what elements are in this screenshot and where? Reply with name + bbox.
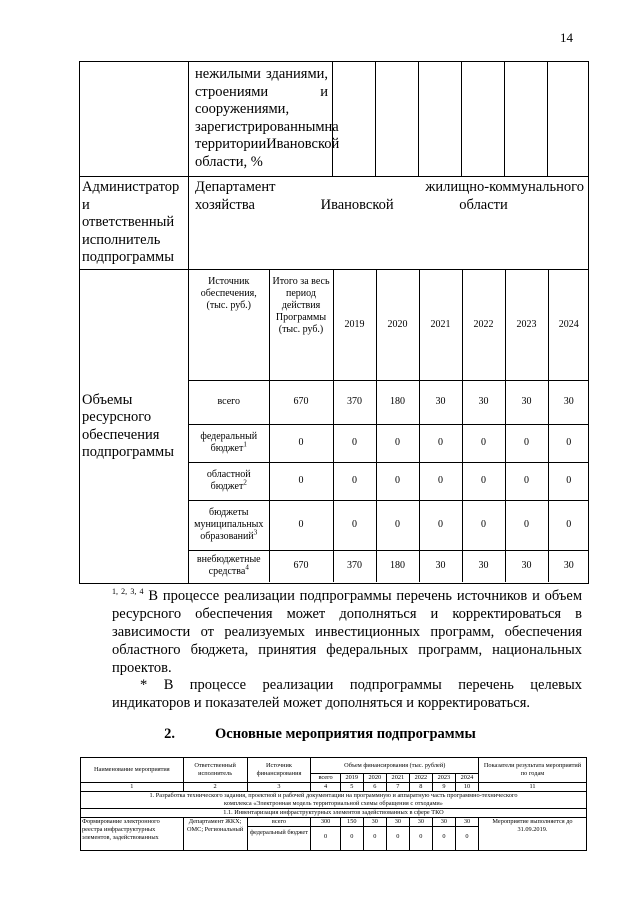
header-source: Источник обеспечения, (тыс. руб.) [189, 270, 269, 380]
finance-row-extrabudget [189, 550, 589, 582]
resource-label-line: ресурсного [82, 409, 152, 425]
measure-values [409, 818, 432, 851]
admin-label-line: Администратор [82, 179, 180, 195]
value-cell: 0 [269, 424, 333, 462]
measure-values [455, 818, 478, 851]
col-number: 2 [183, 783, 247, 792]
total-value: 30 [456, 818, 478, 827]
total-value: 30 [433, 818, 455, 827]
item-1-heading: 1. Разработка технического задания, проектной и рабочей документации на программную и аппаратную часть программно-технического комплекса «Электронная модель территориальной схемы обращения с отходами» [81, 792, 587, 809]
value-cell: 0 [376, 500, 419, 550]
row-label: бюджеты муниципальных образований [194, 507, 264, 542]
fed-value: 0 [442, 833, 446, 840]
indicator-word: строениями [195, 83, 269, 100]
col-number: 7 [386, 783, 409, 792]
h-sub: 2020 [363, 774, 386, 783]
value-cell: 0 [419, 424, 462, 462]
h-sub: 2023 [432, 774, 455, 783]
fed-value: 0 [373, 833, 377, 840]
value-cell: 0 [505, 424, 548, 462]
indicator-word: территории [195, 136, 267, 152]
row-label-cell [189, 500, 269, 550]
footnote-sup: 3 [253, 528, 258, 537]
col-number: 8 [409, 783, 432, 792]
value-cell: 0 [505, 462, 548, 500]
h-sub: всего [311, 774, 340, 783]
col-number: 10 [455, 783, 478, 792]
value-cell: 0 [462, 500, 505, 550]
empty-year-cell [419, 62, 462, 177]
value-cell: 0 [376, 462, 419, 500]
measure-row [81, 818, 587, 851]
measures-table [80, 757, 587, 851]
col-number: 6 [363, 783, 386, 792]
h-sub: 2024 [455, 774, 478, 783]
total-value: 150 [341, 818, 363, 827]
footnote-marks: 1, 2, 3, 4 [112, 587, 144, 597]
header-year: 2019 [333, 270, 376, 380]
indicator-word: Ивановской [266, 136, 340, 152]
admin-label-line: ответственный [82, 214, 175, 230]
value-cell: 0 [269, 500, 333, 550]
item-1-1-heading: 1.1. Инвентаризация инфраструктурных элементов задействованных в сфере ТКО [81, 809, 587, 818]
resource-label-line: Объемы [82, 391, 133, 408]
col-number: 1 [81, 783, 184, 792]
value-cell: 670 [269, 380, 333, 424]
footnote-sup: 1 [243, 440, 247, 449]
indicator-word: зданиями, [265, 66, 329, 82]
row-label: внебюджетные средства [196, 554, 261, 578]
value-cell: 0 [548, 424, 589, 462]
column-number-row [81, 783, 587, 792]
value-cell: 0 [333, 424, 376, 462]
empty-year-cell [462, 62, 505, 177]
measure-name: Формирование электронного реестра инфраструктурных элементов, задействованных [81, 818, 184, 851]
header-year: 2020 [376, 270, 419, 380]
value-cell: 30 [419, 550, 462, 582]
value-cell: 0 [548, 500, 589, 550]
finance-table [189, 270, 589, 582]
indicator-word: нежилыми [195, 66, 261, 82]
footnote-sup: 2 [243, 478, 247, 487]
footnote-paragraph [112, 587, 582, 677]
indicator-word: сооружениями, [195, 101, 290, 117]
measure-values [311, 818, 340, 851]
value-cell: 670 [269, 550, 333, 582]
section-number: 2. [164, 726, 175, 742]
row-label-cell [189, 462, 269, 500]
section-heading [0, 726, 640, 743]
source-federal: федеральный бюджет [250, 829, 308, 836]
col-number: 3 [247, 783, 311, 792]
row-label: всего [189, 380, 269, 424]
value-cell: 0 [269, 462, 333, 500]
value-cell: 0 [462, 424, 505, 462]
h-sub: 2021 [386, 774, 409, 783]
finance-row-regional [189, 462, 589, 500]
indicator-word: на [324, 118, 339, 135]
header-year: 2022 [462, 270, 505, 380]
footnote-sup: 4 [245, 563, 249, 572]
asterisk-text: * В процессе реализации подпрограммы перечень целевых индикаторов и показателей может дополняться и корректироваться. [112, 677, 582, 711]
indicator-word: зарегистрированным [195, 118, 325, 135]
measure-values [340, 818, 363, 851]
measure-source [247, 818, 311, 851]
header-total: Итого за весь период действия Программы (тыс. руб.) [269, 270, 333, 380]
admin-value: Департамент жилищно-коммунального хозяйства Ивановской области [195, 179, 585, 213]
h-source: Источник финансирования [247, 758, 311, 783]
measure-values [432, 818, 455, 851]
total-value: 300 [311, 818, 339, 827]
admin-label-line: исполнитель [82, 231, 161, 248]
fed-value: 0 [396, 833, 400, 840]
empty-label-cell [80, 62, 189, 177]
value-cell: 0 [419, 500, 462, 550]
col-number: 4 [311, 783, 340, 792]
indicator-word: области, % [195, 153, 263, 170]
value-cell: 30 [548, 550, 589, 582]
total-value: 30 [410, 818, 432, 827]
value-cell: 180 [376, 380, 419, 424]
empty-year-cell [548, 62, 589, 177]
row-label-cell [189, 550, 269, 582]
h-sub: 2022 [409, 774, 432, 783]
finance-row-total [189, 380, 589, 424]
row-label: областной бюджет [206, 469, 251, 492]
value-cell: 30 [462, 550, 505, 582]
value-cell: 370 [333, 550, 376, 582]
measure-values [363, 818, 386, 851]
fed-value: 0 [324, 833, 328, 840]
value-cell: 30 [505, 380, 548, 424]
value-cell: 30 [505, 550, 548, 582]
fed-value: 0 [350, 833, 354, 840]
value-cell: 0 [505, 500, 548, 550]
value-cell: 0 [376, 424, 419, 462]
h-sub: 2019 [340, 774, 363, 783]
source-total: всего [248, 818, 311, 827]
passport-table [79, 61, 589, 584]
fed-value: 0 [465, 833, 469, 840]
admin-label-cell [80, 177, 189, 270]
col-number: 11 [479, 783, 587, 792]
value-cell: 30 [419, 380, 462, 424]
footnote-text: В процессе реализации подпрограммы перечень источников и объем ресурсного обеспечения может дополняться и корректироваться в зависимости от реализуемых инвестиционных программ, обеспечения областного бюджета, принятия федеральных программ, национальных проектов. [112, 588, 583, 676]
h-name: Наименование мероприятия [81, 758, 184, 783]
admin-label-line: подпрограммы [82, 249, 174, 265]
empty-year-cell [505, 62, 548, 177]
value-cell: 0 [419, 462, 462, 500]
page-number: 14 [560, 30, 573, 45]
value-cell: 0 [333, 500, 376, 550]
header-year: 2024 [548, 270, 589, 380]
header-year: 2023 [505, 270, 548, 380]
asterisk-paragraph [112, 676, 582, 712]
measure-result: Мероприятие выполняется до 31.09.2019. [479, 818, 587, 851]
finance-row-municipal [189, 500, 589, 550]
h-volume: Объем финансирования (тыс. рублей) [311, 758, 479, 774]
h-executor: Ответственный исполнитель [183, 758, 247, 783]
resource-label-line: подпрограммы [82, 444, 174, 460]
value-cell: 180 [376, 550, 419, 582]
row-label: федеральный бюджет [200, 431, 258, 454]
empty-year-cell [376, 62, 419, 177]
admin-label-line: и [82, 196, 90, 213]
measure-values [386, 818, 409, 851]
row-label-cell [189, 424, 269, 462]
value-cell: 30 [462, 380, 505, 424]
h-result: Показатели результата мероприятий по годам [479, 758, 587, 783]
admin-value-cell [189, 177, 589, 270]
indicator-word: и [320, 83, 329, 100]
total-value: 30 [387, 818, 409, 827]
resource-label-cell [80, 270, 189, 584]
value-cell: 370 [333, 380, 376, 424]
finance-cell [189, 270, 589, 584]
value-cell: 30 [548, 380, 589, 424]
measure-executor: Департамент ЖКХ; ОМС; Региональный [183, 818, 247, 851]
col-number: 5 [340, 783, 363, 792]
indicator-text-cell [189, 62, 340, 177]
col-number: 9 [432, 783, 455, 792]
value-cell: 0 [462, 462, 505, 500]
value-cell: 0 [548, 462, 589, 500]
finance-row-federal [189, 424, 589, 462]
value-cell: 0 [333, 462, 376, 500]
fed-value: 0 [419, 833, 423, 840]
header-year: 2021 [419, 270, 462, 380]
resource-label-line: обеспечения [82, 426, 160, 443]
total-value: 30 [364, 818, 386, 827]
section-title: Основные мероприятия подпрограммы [214, 726, 476, 742]
